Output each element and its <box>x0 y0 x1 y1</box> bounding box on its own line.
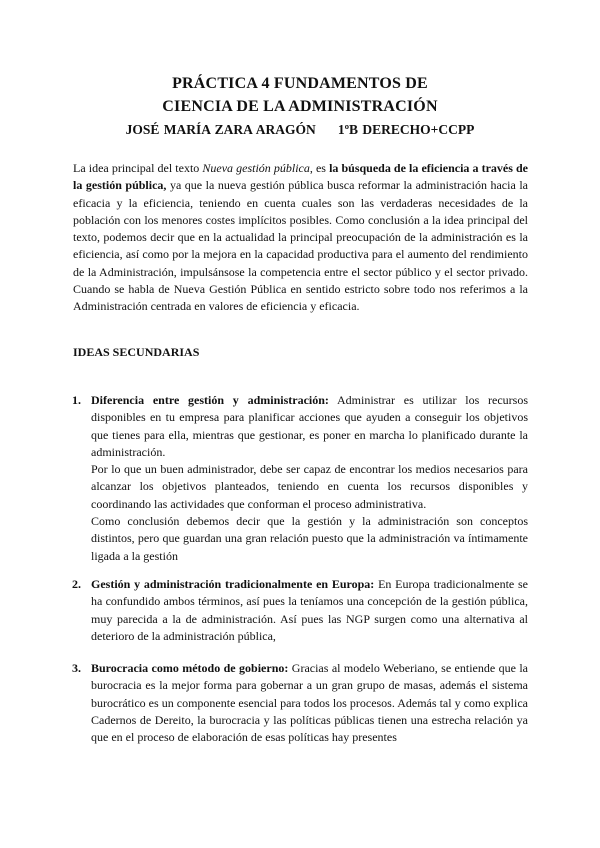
section-heading: IDEAS SECUNDARIAS <box>73 345 200 359</box>
author-name: JOSÉ MARÍA ZARA ARAGÓN <box>125 122 316 137</box>
author-line <box>0 122 600 138</box>
list-item-number: 1. <box>72 393 81 407</box>
list-item-text: Gracias al modelo Weberiano, se entiende que la burocracia es la mejor forma para gobernar a un gran grupo de masas, además el sistema burocrático es un componente esencial para todos los procesos. Además tal y como explica Cadernos de Dereito, la burocracia y las políticas públicas tienen una estrecha relación ya que en el proceso de elaboración de esas políticas hay presentes <box>91 661 528 745</box>
main-idea: la búsqueda de la eficiencia a través de la gestión pública, <box>73 161 528 193</box>
intro-text-3: ya que la nueva gestión pública busca reformar la administración hacia la eficacia y la eficiencia, teniendo en cuenta cuales son las verdaderas necesidades de la población con los menores costes implícitos posibles. Como conclusión a la idea principal del texto, podemos decir que en la actualidad la principal preocupación de la administración es la eficiencia, así como por la mejora en la capacidad productiva para el aumento del rendimiento de la Administración, impulsánsose la competencia entre el sector público y el sector privado. Cuando se habla de Nueva Gestión Pública en sentido estricto sobre todo nos referimos a la Administración centrada en valores de eficiencia y eficacia. <box>73 178 528 314</box>
list-item-heading: Diferencia entre gestión y administración: <box>91 393 329 407</box>
intro-paragraph <box>73 160 528 316</box>
book-title: Nueva gestión pública <box>202 161 310 175</box>
list-item-heading: Burocracia como método de gobierno: <box>91 661 289 675</box>
list-item-paragraph <box>91 660 528 746</box>
list-item-heading: Gestión y administración tradicionalmente en Europa: <box>91 577 375 591</box>
list-item <box>72 576 529 645</box>
document-title-line-1: PRÁCTICA 4 FUNDAMENTOS DE <box>172 75 428 92</box>
list-item-paragraph <box>91 576 528 645</box>
course-name: 1ºB DERECHO+CCPP <box>337 122 475 137</box>
intro-text-2: , es <box>309 161 330 175</box>
list-item-number: 2. <box>72 577 81 591</box>
intro-text-1: La idea principal del texto <box>73 161 203 175</box>
list-item-paragraph: Por lo que un buen administrador, debe ser capaz de encontrar los medios necesarios para alcanzar los objetivos planteados, teniendo en cuenta los recursos disponibles y coordinando las actividades que conforman el proceso administrativa. <box>91 462 528 511</box>
list-item <box>72 392 529 565</box>
list-item-paragraph <box>91 392 528 461</box>
list-item <box>72 660 528 746</box>
list-item-paragraph: Como conclusión debemos decir que la gestión y la administración son conceptos distintos, pero que guardan una gran relación puesto que la administración va íntimamente ligada a la gestión <box>91 514 528 563</box>
document-title-line-2: CIENCIA DE LA ADMINISTRACIÓN <box>162 98 438 115</box>
list-item-text: En Europa tradicionalmente se ha confundido ambos términos, así pues la teníamos una concepción de la gestión pública, muy parecida a la de administración. Así pues las NGP surgen como una alternativa al deterioro de la administración pública, <box>91 577 529 643</box>
list-item-number: 3. <box>72 661 81 675</box>
list-item-text: Administrar es utilizar los recursos disponibles en tu empresa para planificar acciones que ayuden a conseguir los objetivos que tienes para ella, mientras que gestionar, es poner en marcha lo planificado durante la administración. <box>91 393 529 459</box>
